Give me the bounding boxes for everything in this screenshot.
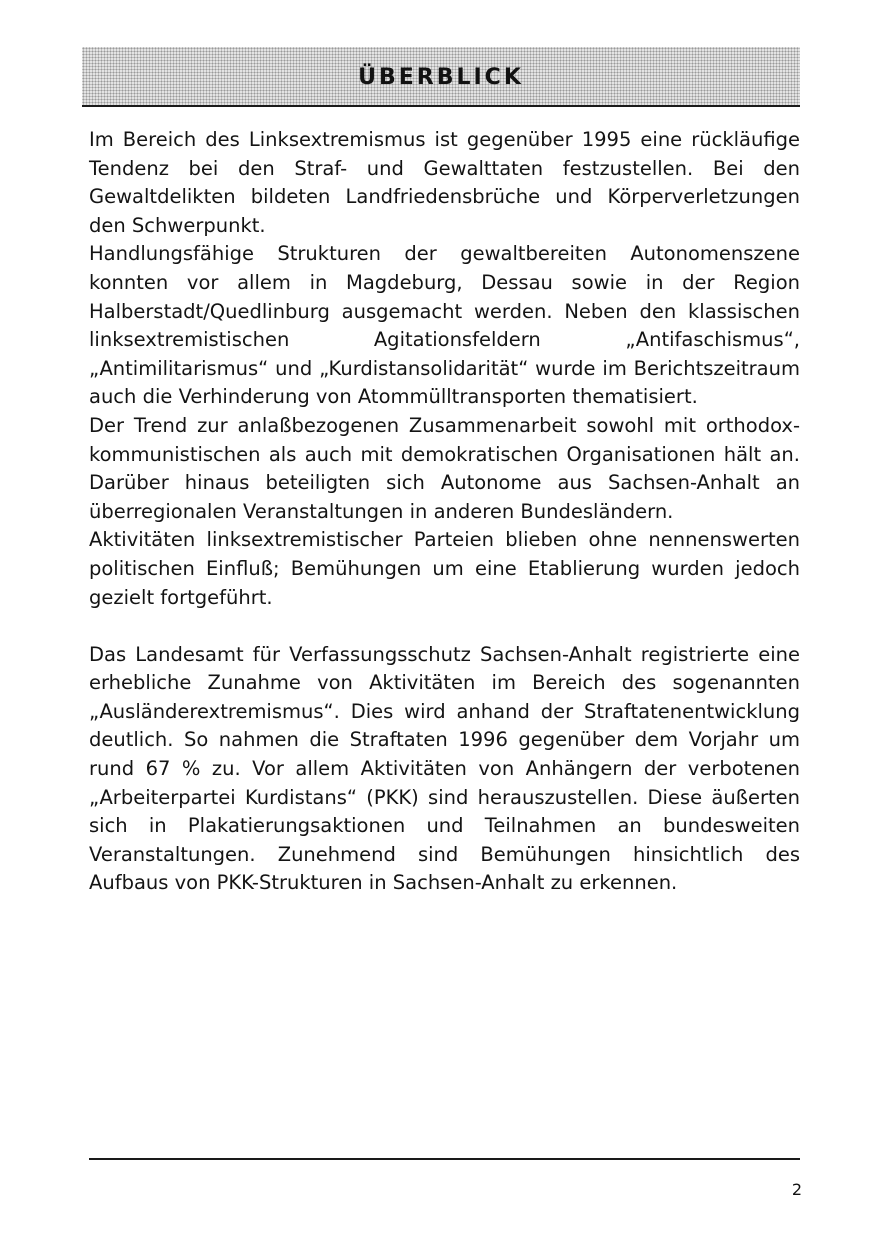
paragraph: Aktivitäten linksextremistischer Parteien blieben ohne nennenswerten politischen Einfluß; Bemühungen um eine Etablierung wurden jedoch gezielt fortgeführt. <box>89 528 800 609</box>
paragraph: Im Bereich des Linksextremismus ist gegenüber 1995 eine rückläufige Tendenz bei den Straf- und Gewalttaten festzustellen. Bei den Gewaltdelikten bildeten Landfriedensbrüche und Körperverletzungen den Schwerpunkt. <box>89 128 800 237</box>
paragraph: Handlungsfähige Strukturen der gewaltbereiten Autonomenszene konnten vor allem in Magdeburg, Dessau sowie in der Region Halberstadt/Quedlinburg ausgemacht werden. Neben den klassischen linksextremistischen Agitationsfeldern „Antifaschismus“, „Antimilitarismus“ und „Kurdistansolidarität“ wurde im Berichtszeitraum auch die Verhinderung von Atommülltransporten thematisiert. <box>89 242 800 409</box>
section-header-band <box>82 47 800 107</box>
footer-rule <box>89 1158 800 1160</box>
paragraph: Das Landesamt für Verfassungsschutz Sachsen-Anhalt registrierte eine erhebliche Zunahme von Aktivitäten im Bereich des sogenannten „Ausländerextremismus“. Dies wird anhand der Straftatenentwicklung deutlich. So nahmen die Straftaten 1996 gegenüber dem Vorjahr um rund 67 % zu. Vor allem Aktivitäten von Anhängern der verbotenen „Arbeiterpartei Kurdistans“ (PKK) sind herauszustellen. Diese äußerten sich in Plakatierungsaktionen und Teilnahmen an bundesweiten Veranstaltungen. Zunehmend sind Bemühungen hinsichtlich des Aufbaus von PKK-Strukturen in Sachsen-Anhalt zu erkennen. <box>89 642 800 895</box>
body-text <box>89 126 800 898</box>
section-title: ÜBERBLICK <box>358 65 524 90</box>
paragraph: Der Trend zur anlaßbezogenen Zusammenarbeit sowohl mit orthodox-kommunistischen als auch mit demokratischen Organisationen hält an. Darüber hinaus beteiligten sich Autonome aus Sachsen-Anhalt an überregionalen Veranstaltungen in anderen Bundesländern. <box>89 413 800 523</box>
page-number: 2 <box>791 1180 802 1199</box>
